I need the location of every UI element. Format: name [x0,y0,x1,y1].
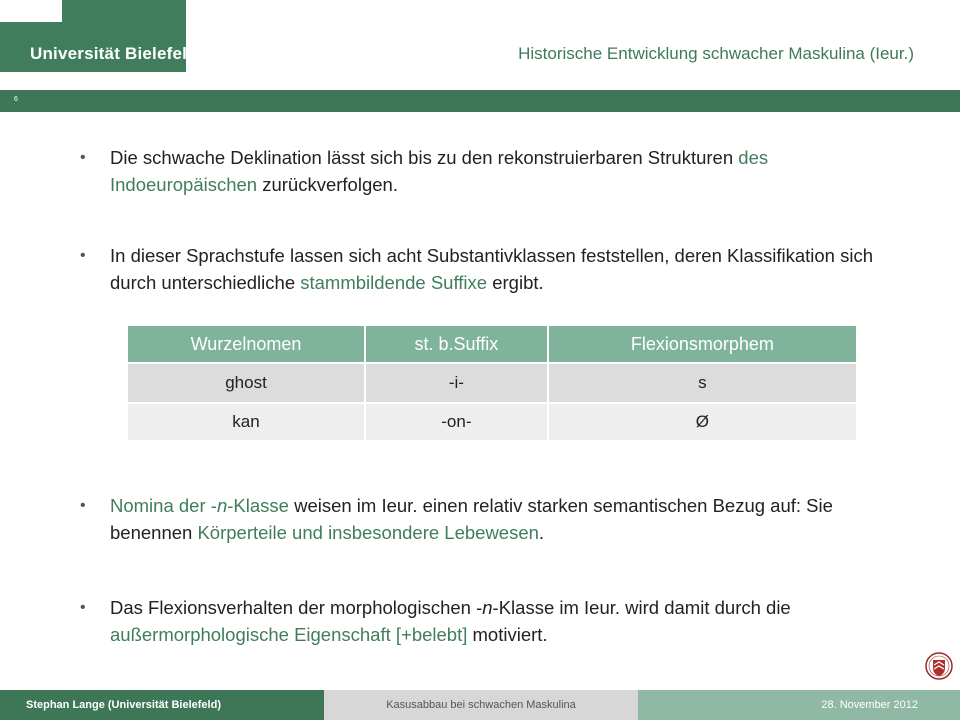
table-header-cell: Wurzelnomen [128,326,364,364]
footer-topic: Kasusabbau bei schwachen Maskulina [324,690,638,720]
bullet-text: ergibt. [487,272,544,293]
bullet-point [80,594,880,648]
highlighted-text: stammbildende Suffixe [300,272,488,293]
university-seal-icon [924,648,954,684]
bullet-text: Das Flexionsverhalten der morphologischen - [110,597,483,618]
bullet-text: Die schwache Deklination lässt sich bis zu den rekonstruierbaren Strukturen [110,147,739,168]
bullet-text: weisen im Ieur. einen relativ starken semantischen Bezug auf: Sie benennen [110,495,833,543]
footer-author: Stephan Lange (Universität Bielefeld) [0,690,324,720]
table-cell: -i- [364,364,547,402]
highlighted-text: außermorphologische Eigenschaft [+belebt] [110,624,468,645]
footer-date: 28. November 2012 [638,690,960,720]
header-bar [0,90,960,112]
table-row [128,402,856,440]
bullet-text: In dieser Sprachstufe lassen sich acht Substantivklassen feststellen, deren Klassifikation sich durch unterschiedliche [110,245,874,293]
suffix-table [128,326,856,440]
table-row [128,364,856,402]
table-header-cell: st. b.Suffix [364,326,547,364]
page-number: 6 [14,96,18,103]
bullet-point [80,242,880,296]
bullet-point [80,144,880,198]
bullet-text: motiviert. [467,624,548,645]
highlighted-text: des Indoeuropäischen [110,147,769,195]
university-name: Universität Bielefeld [30,44,198,63]
footer [0,690,960,720]
table-cell: -on- [364,402,547,440]
bullet-text: n [482,597,493,618]
highlighted-text: Körperteile und insbesondere Lebewesen [197,522,539,543]
table-cell: s [547,364,856,402]
university-logo [0,0,198,72]
table-cell: Ø [547,402,856,440]
slide-title: Historische Entwicklung schwacher Maskulina (Ieur.) [518,44,914,63]
highlighted-text: -Klasse [227,495,289,516]
bullet-text: zurückverfolgen. [257,174,398,195]
bullet-point [80,492,880,546]
table-header-cell: Flexionsmorphem [547,326,856,364]
highlighted-text: n [216,495,228,516]
bullet-text: -Klasse im Ieur. wird damit durch die [492,597,791,618]
table-cell: ghost [128,364,364,402]
logo-notch [0,0,62,22]
highlighted-text: Nomina der - [110,495,217,516]
table-cell: kan [128,402,364,440]
bullet-text: . [538,522,545,543]
